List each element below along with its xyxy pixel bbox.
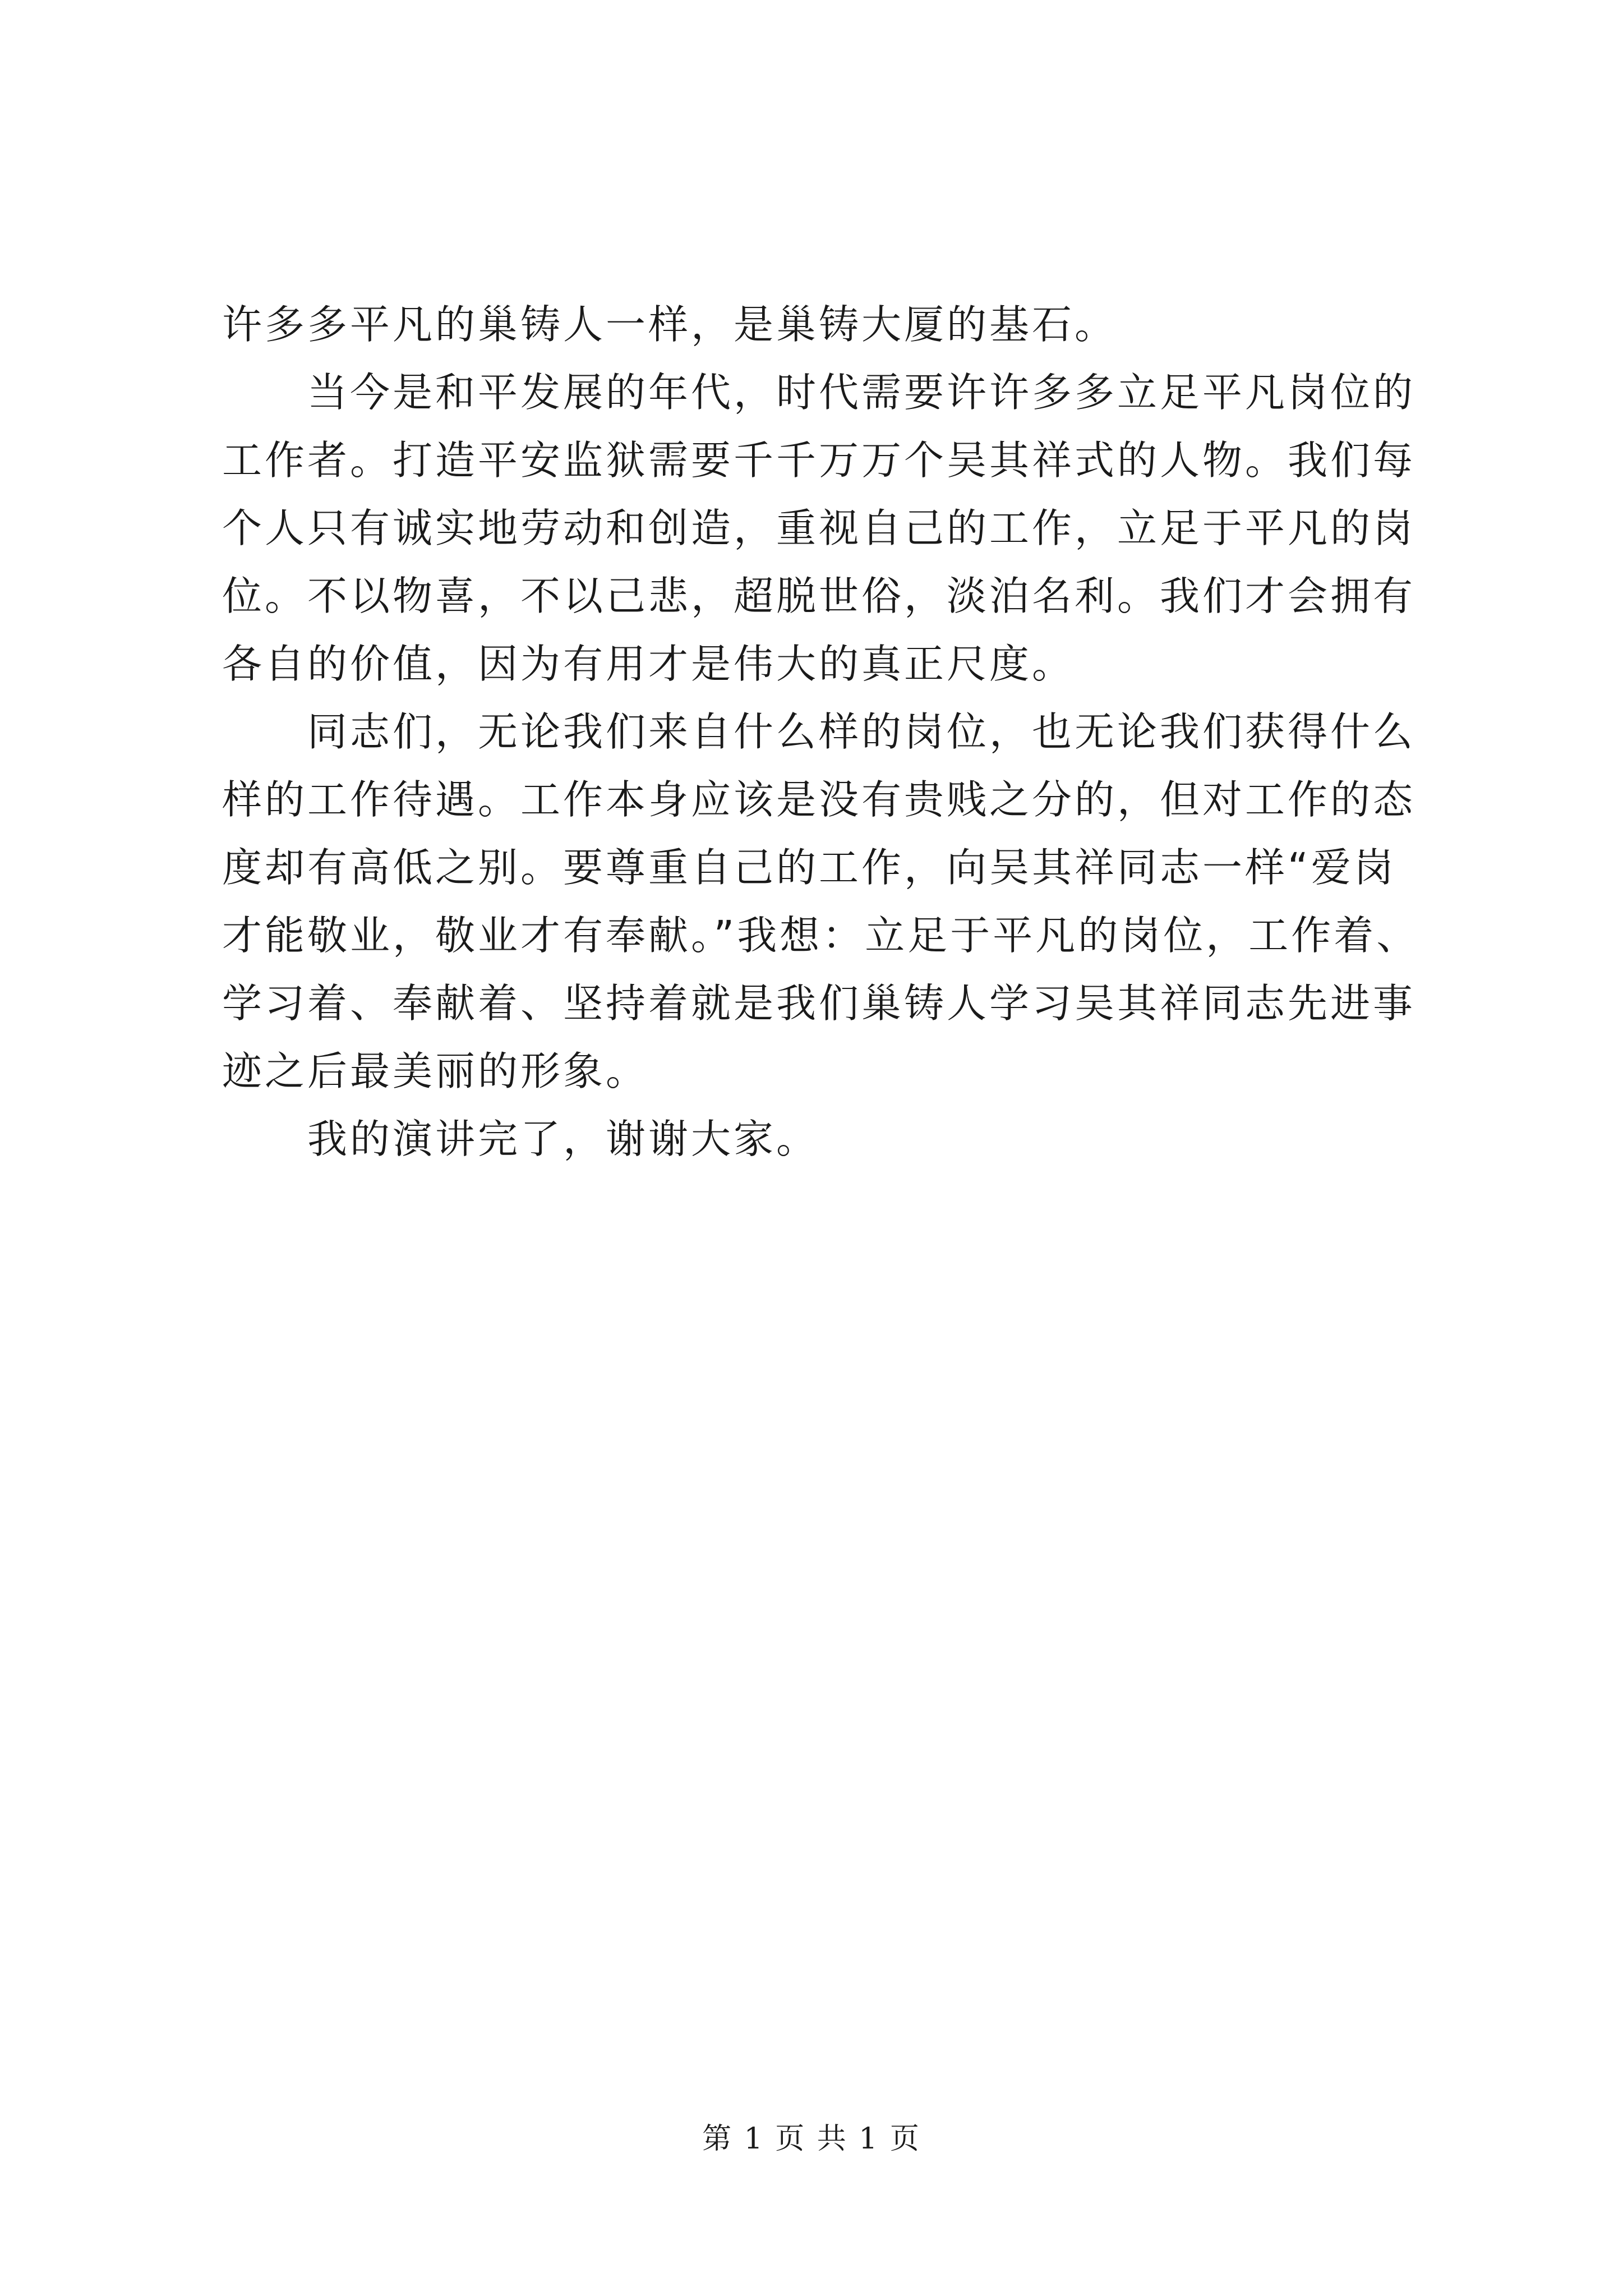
page-number: 第 1 页 共 1 页	[702, 2122, 921, 2156]
text-line: 各自的价值，因为有用才是伟大的真正尺度。	[222, 641, 1075, 687]
text-line: 学习着、奉献着、坚持着就是我们巢铸人学习吴其祥同志先进事	[222, 980, 1416, 1027]
paragraph-first-line: 当今是和平发展的年代，时代需要许许多多立足平凡岗位的	[307, 369, 1416, 416]
text-line: 许多多平凡的巢铸人一样，是巢铸大厦的基石。	[222, 301, 1118, 348]
text-line: 迹之后最美丽的形象。	[222, 1048, 649, 1094]
text-line: 才能敬业，敬业才有奉献。”我想：立足于平凡的岗位，工作着、	[222, 912, 1419, 959]
text-line: 样的工作待遇。工作本身应该是没有贵贱之分的，但对工作的态	[222, 776, 1416, 823]
paragraph-first-line: 同志们，无论我们来自什么样的岗位，也无论我们获得什么	[307, 708, 1416, 755]
document-body	[222, 291, 1419, 1173]
text-line: 个人只有诚实地劳动和创造，重视自己的工作，立足于平凡的岗	[222, 505, 1416, 551]
text-line: 度却有高低之别。要尊重自己的工作，向吴其祥同志一样“爱岗	[222, 844, 1396, 891]
page-footer	[0, 2115, 1623, 2157]
text-line: 工作者。打造平安监狱需要千千万万个吴其祥式的人物。我们每	[222, 437, 1416, 484]
text-line: 位。不以物喜，不以己悲，超脱世俗，淡泊名利。我们才会拥有	[222, 573, 1416, 619]
paragraph-first-line: 我的演讲完了，谢谢大家。	[307, 1116, 819, 1162]
